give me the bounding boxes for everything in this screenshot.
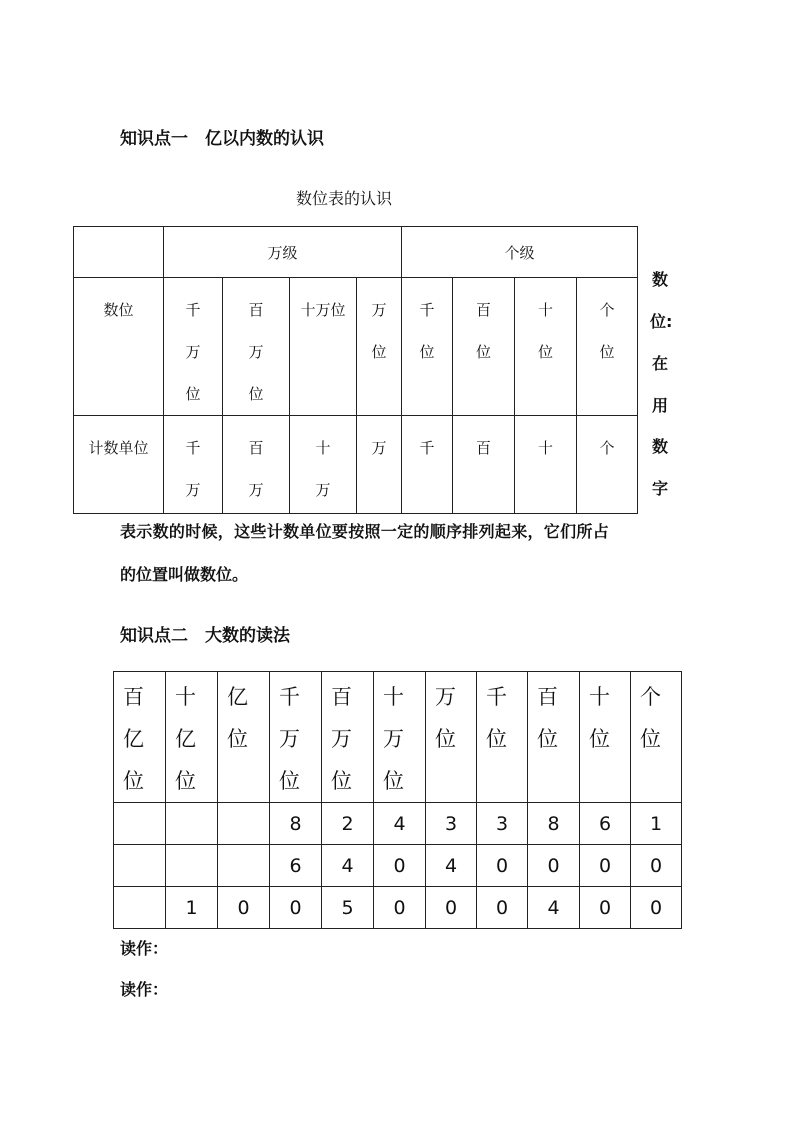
unit-cell: 个 — [577, 416, 638, 514]
digit-cell: 3 — [426, 803, 477, 845]
group-header-wan: 万级 — [164, 227, 402, 278]
header-cell: 万位 — [426, 672, 477, 803]
digit-cell: 8 — [270, 803, 322, 845]
digit-cell: 0 — [477, 887, 528, 929]
unit-cell: 十万 — [290, 416, 357, 514]
unit-cell: 百 — [453, 416, 515, 514]
digit-cell: 5 — [322, 887, 374, 929]
digit-cell: 6 — [270, 845, 322, 887]
digit-cell: 8 — [528, 803, 580, 845]
side-text-char: 位: — [650, 312, 673, 331]
unit-cell: 千 — [402, 416, 453, 514]
digit-cell: 0 — [631, 845, 682, 887]
digit-cell: 0 — [580, 887, 631, 929]
table-row — [114, 887, 682, 929]
place-cell: 千万位 — [164, 278, 223, 416]
digit-cell: 4 — [426, 845, 477, 887]
digit-cell: 3 — [477, 803, 528, 845]
header-cell: 亿位 — [218, 672, 270, 803]
side-text-char: 用 — [651, 396, 668, 415]
header-cell: 个位 — [631, 672, 682, 803]
unit-cell: 万 — [357, 416, 402, 514]
section2-title: 知识点二 大数的读法 — [120, 626, 290, 646]
section1-title: 知识点一 亿以内数的认识 — [120, 129, 324, 149]
big-number-table — [113, 671, 682, 929]
place-cell: 十位 — [515, 278, 577, 416]
read-as-label-2: 读作： — [120, 980, 169, 999]
digit-cell — [218, 845, 270, 887]
place-cell: 百位 — [453, 278, 515, 416]
digit-cell: 0 — [426, 887, 477, 929]
header-cell: 十位 — [580, 672, 631, 803]
header-cell: 百万位 — [322, 672, 374, 803]
digit-cell: 0 — [218, 887, 270, 929]
paragraph-line-1: 表示数的时候，这些计数单位要按照一定的顺序排列起来，它们所占 — [120, 522, 610, 541]
digit-cell — [114, 803, 166, 845]
digit-cell — [166, 803, 218, 845]
header-cell: 千万位 — [270, 672, 322, 803]
digit-cell: 4 — [322, 845, 374, 887]
place-cell: 万位 — [357, 278, 402, 416]
side-text-char: 字 — [651, 479, 668, 498]
digit-cell: 4 — [374, 803, 426, 845]
place-cell: 千位 — [402, 278, 453, 416]
side-text-char: 数 — [651, 437, 668, 456]
digit-cell: 0 — [374, 845, 426, 887]
place-cell: 百万位 — [223, 278, 290, 416]
header-cell: 千位 — [477, 672, 528, 803]
header-cell: 十亿位 — [166, 672, 218, 803]
digit-cell: 1 — [631, 803, 682, 845]
digit-cell: 0 — [477, 845, 528, 887]
digit-cell: 0 — [580, 845, 631, 887]
unit-cell: 百万 — [223, 416, 290, 514]
header-cell: 十万位 — [374, 672, 426, 803]
digit-cell: 0 — [374, 887, 426, 929]
unit-cell: 十 — [515, 416, 577, 514]
paragraph-line-2: 的位置叫做数位。 — [120, 565, 249, 584]
table-row — [114, 803, 682, 845]
digit-cell: 4 — [528, 887, 580, 929]
row-label-unit: 计数单位 — [74, 416, 164, 514]
digit-cell: 2 — [322, 803, 374, 845]
place-cell: 十万位 — [290, 278, 357, 416]
digit-cell: 6 — [580, 803, 631, 845]
read-as-label-1: 读作： — [120, 939, 169, 958]
digit-cell: 0 — [528, 845, 580, 887]
digit-cell — [114, 845, 166, 887]
side-text-char: 在 — [651, 354, 668, 373]
header-cell: 百亿位 — [114, 672, 166, 803]
digit-cell: 0 — [270, 887, 322, 929]
table1-caption: 数位表的认识 — [296, 189, 393, 208]
digit-cell — [218, 803, 270, 845]
row-label-place: 数位 — [74, 278, 164, 416]
header-cell: 百位 — [528, 672, 580, 803]
side-text-char: 数 — [651, 270, 668, 289]
group-header-ge: 个级 — [402, 227, 638, 278]
corner-cell — [74, 227, 164, 278]
place-value-table — [73, 226, 638, 514]
digit-cell: 0 — [631, 887, 682, 929]
digit-cell — [166, 845, 218, 887]
place-cell: 个位 — [577, 278, 638, 416]
table-row — [114, 845, 682, 887]
unit-cell: 千万 — [164, 416, 223, 514]
digit-cell — [114, 887, 166, 929]
digit-cell: 1 — [166, 887, 218, 929]
